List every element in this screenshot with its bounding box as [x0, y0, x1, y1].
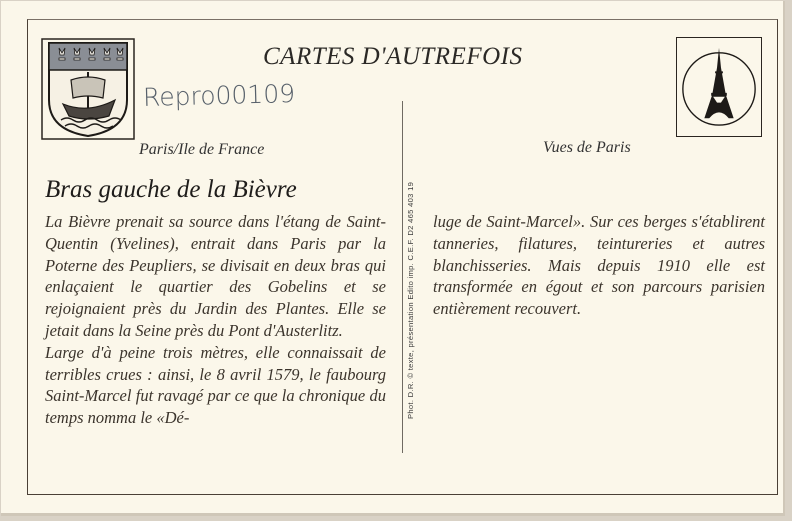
handwritten-reference: Repro00109 — [142, 79, 296, 112]
paris-coat-of-arms-icon — [41, 38, 135, 140]
body-paragraph: luge de Saint-Marcel». Sur ces berges s'établirent tanneries, filatures, teintureries et autres blanchisseries. Mais depuis 1910 elle est transformée en égout et son parcours parisien entièrement recouvert. — [433, 212, 765, 319]
card-heading: Bras gauche de la Bièvre — [45, 176, 297, 203]
body-paragraph: Large d'à peine trois mètres, elle connaissait de terribles crues : ainsi, le 8 avril 1579, le faubourg Saint-Marcel fut ravagé par ce que la chronique du temps nomma le «Dé- — [45, 342, 386, 428]
center-divider — [402, 101, 403, 453]
series-label: Vues de Paris — [543, 139, 631, 156]
body-column-right — [433, 211, 765, 320]
region-label: Paris/Ile de France — [139, 141, 265, 158]
publisher-credit: Phot. D.R. © texte, présentation Edito imp. C.E.F. D2 465 403 19 — [406, 181, 415, 419]
card-series-title: CARTES D'AUTREFOIS — [263, 43, 523, 70]
eiffel-tower-icon — [676, 37, 762, 137]
postcard-back — [1, 1, 785, 516]
body-column-left — [45, 211, 386, 429]
body-paragraph: La Bièvre prenait sa source dans l'étang de Saint-Quentin (Yvelines), entrait dans Paris par la Poterne des Peupliers, se divisait en deux bras qui enlaçaient le quartier des Gobelins et se rejoignaient près du Jardin des Plantes. Elle se jetait dans la Seine près du Pont d'Austerlitz. — [45, 212, 386, 340]
